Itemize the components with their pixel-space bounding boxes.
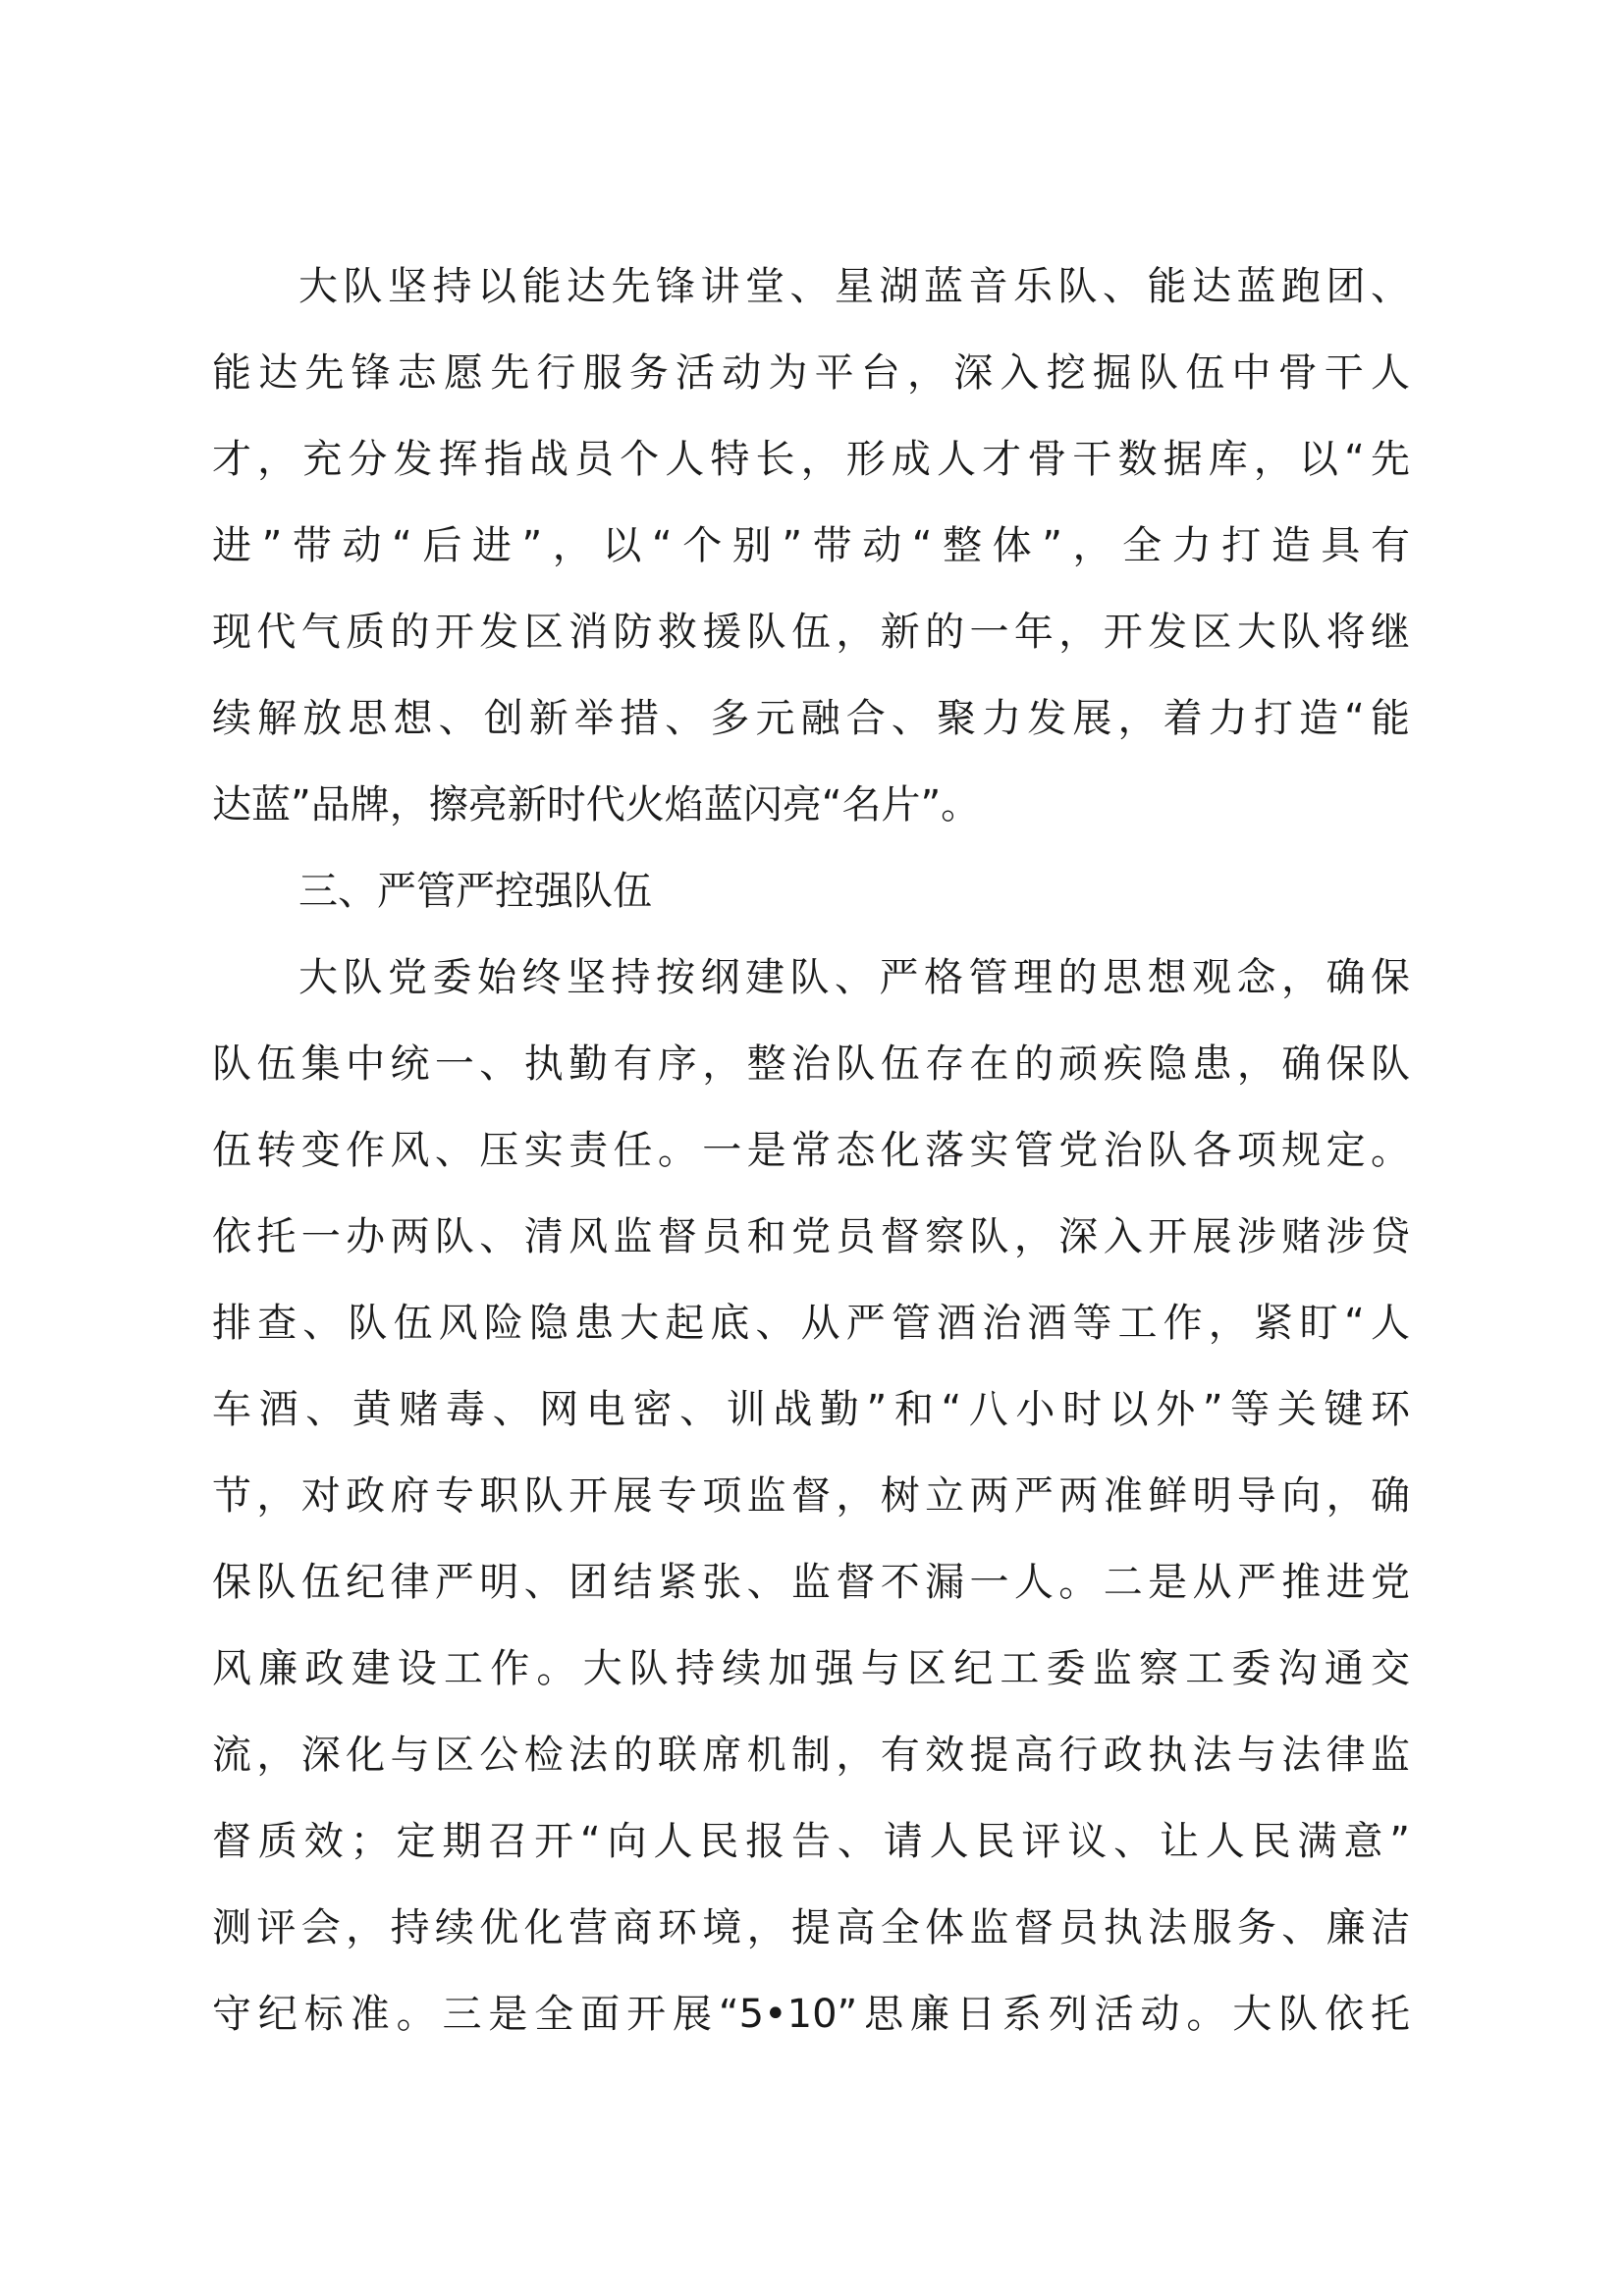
paragraph-line: 才，充分发挥指战员个人特长，形成人才骨干数据库，以“先 <box>212 437 1410 482</box>
paragraph-line: 大队坚持以能达先锋讲堂、星湖蓝音乐队、能达蓝跑团、 <box>298 264 1410 309</box>
paragraph-line: 续解放思想、创新举措、多元融合、聚力发展，着力打造“能 <box>212 696 1410 741</box>
paragraph-line: 排查、队伍风险隐患大起底、从严管酒治酒等工作，紧盯“人 <box>212 1301 1410 1346</box>
paragraph-line: 风廉政建设工作。大队持续加强与区纪工委监察工委沟通交 <box>212 1646 1410 1691</box>
paragraph-line: 测评会，持续优化营商环境，提高全体监督员执法服务、廉洁 <box>212 1905 1410 1950</box>
paragraph-line: 能达先锋志愿先行服务活动为平台，深入挖掘队伍中骨干人 <box>212 350 1410 396</box>
paragraph-line: 伍转变作风、压实责任。一是常态化落实管党治队各项规定。 <box>212 1128 1410 1173</box>
paragraph-line: 节，对政府专职队开展专项监督，树立两严两准鲜明导向，确 <box>212 1473 1410 1519</box>
paragraph-line: 大队党委始终坚持按纲建队、严格管理的思想观念，确保 <box>298 955 1410 1000</box>
paragraph-line: 守纪标准。三是全面开展“5•10”思廉日系列活动。大队依托 <box>212 1992 1410 2037</box>
paragraph-line: 流，深化与区公检法的联席机制，有效提高行政执法与法律监 <box>212 1733 1410 1778</box>
paragraph-line: 督质效；定期召开“向人民报告、请人民评议、让人民满意” <box>212 1819 1410 1864</box>
paragraph-line: 队伍集中统一、执勤有序，整治队伍存在的顽疾隐患，确保队 <box>212 1041 1410 1087</box>
section-heading: 三、严管严控强队伍 <box>298 869 652 914</box>
document-body <box>212 243 1410 2057</box>
paragraph-line: 车酒、黄赌毒、网电密、训战勤”和“八小时以外”等关键环 <box>212 1387 1410 1432</box>
paragraph-line: 现代气质的开发区消防救援队伍，新的一年，开发区大队将继 <box>212 610 1410 655</box>
paragraph-line: 依托一办两队、清风监督员和党员督察队，深入开展涉赌涉贷 <box>212 1214 1410 1259</box>
paragraph-line: 达蓝”品牌，擦亮新时代火焰蓝闪亮“名片”。 <box>212 782 981 828</box>
paragraph-line: 保队伍纪律严明、团结紧张、监督不漏一人。二是从严推进党 <box>212 1560 1410 1605</box>
paragraph-line: 进”带动“后进”，以“个别”带动“整体”，全力打造具有 <box>212 523 1410 568</box>
